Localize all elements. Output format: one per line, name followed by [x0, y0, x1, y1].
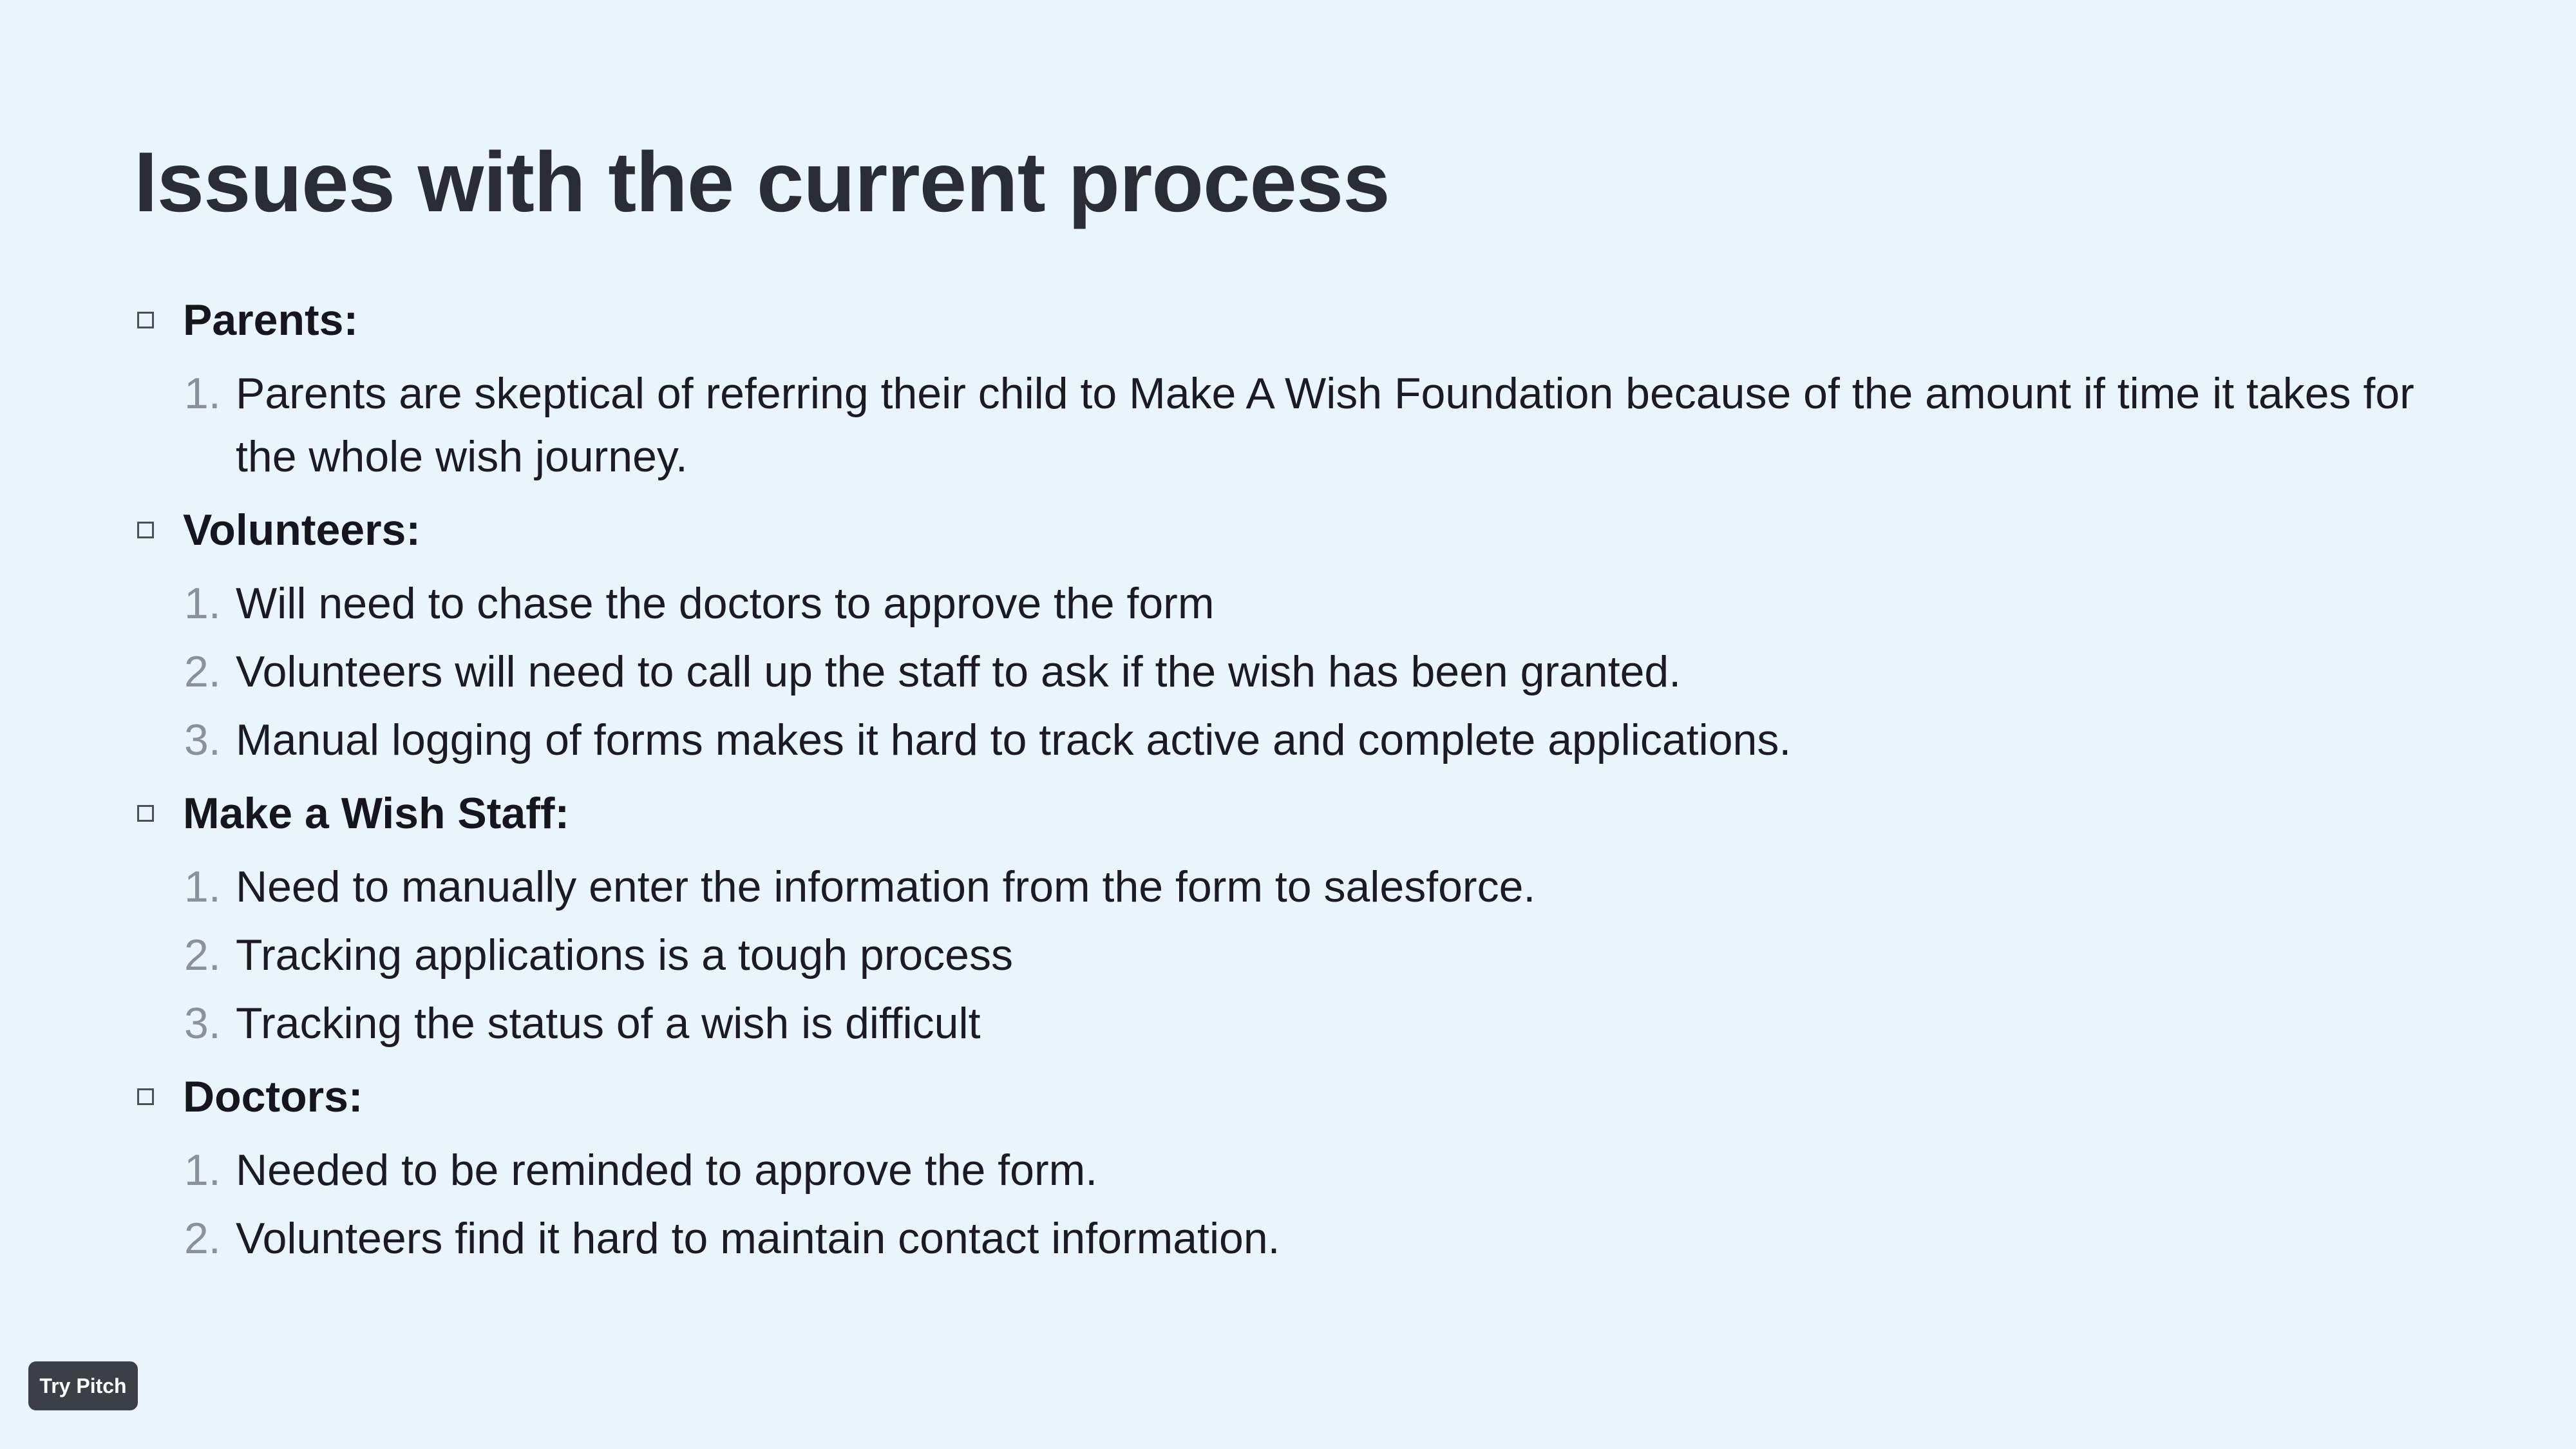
checkbox-icon: [137, 1088, 154, 1105]
slide-title: Issues with the current process: [134, 135, 1390, 229]
list-item: [134, 1207, 2427, 1270]
list-item: [134, 572, 2427, 635]
group-label: Volunteers:: [183, 506, 421, 554]
group-header: [134, 493, 2427, 567]
list-item: [134, 640, 2427, 703]
list-item: [134, 362, 2427, 488]
item-number: 3.: [184, 999, 221, 1048]
item-text: Tracking applications is a tough process: [236, 931, 1013, 980]
item-number: 2.: [184, 931, 221, 980]
group-label: Doctors:: [183, 1072, 363, 1121]
list-item: [134, 1139, 2427, 1202]
checkbox-icon: [137, 522, 154, 538]
item-number: 3.: [184, 715, 221, 764]
checkbox-icon: [137, 312, 154, 328]
item-text: Manual logging of forms makes it hard to track active and complete applications.: [236, 715, 1792, 764]
checkbox-icon: [137, 805, 154, 822]
item-number: 1.: [184, 369, 221, 418]
group-doctors: [134, 1060, 2427, 1270]
item-text: Parents are skeptical of referring their child to Make A Wish Foundation because of the amount if time it takes for the whole wish journey.: [236, 369, 2414, 481]
item-text: Volunteers find it hard to maintain contact information.: [236, 1214, 1280, 1263]
item-number: 1.: [184, 579, 221, 628]
group-header: [134, 1060, 2427, 1133]
group-items: [134, 572, 2427, 772]
group-items: [134, 1139, 2427, 1270]
list-item: [134, 923, 2427, 987]
group-items: [134, 855, 2427, 1055]
list-item: [134, 855, 2427, 918]
item-text: Will need to chase the doctors to approve the form: [236, 579, 1215, 628]
item-number: 2.: [184, 1214, 221, 1263]
item-text: Volunteers will need to call up the staff to ask if the wish has been granted.: [236, 647, 1681, 696]
group-make-a-wish-staff: [134, 777, 2427, 1055]
try-pitch-button[interactable]: Try Pitch: [28, 1361, 138, 1410]
group-label: Make a Wish Staff:: [183, 789, 570, 838]
item-text: Need to manually enter the information from the form to salesforce.: [236, 862, 1536, 911]
item-number: 2.: [184, 647, 221, 696]
issues-list: [134, 283, 2427, 1275]
list-item: [134, 708, 2427, 772]
list-item: [134, 992, 2427, 1055]
item-number: 1.: [184, 862, 221, 911]
item-text: Needed to be reminded to approve the form.: [236, 1146, 1098, 1195]
group-parents: [134, 283, 2427, 488]
group-header: [134, 777, 2427, 850]
item-number: 1.: [184, 1146, 221, 1195]
item-text: Tracking the status of a wish is difficult: [236, 999, 981, 1048]
group-header: [134, 283, 2427, 357]
group-items: [134, 362, 2427, 488]
group-label: Parents:: [183, 296, 359, 345]
group-volunteers: [134, 493, 2427, 772]
